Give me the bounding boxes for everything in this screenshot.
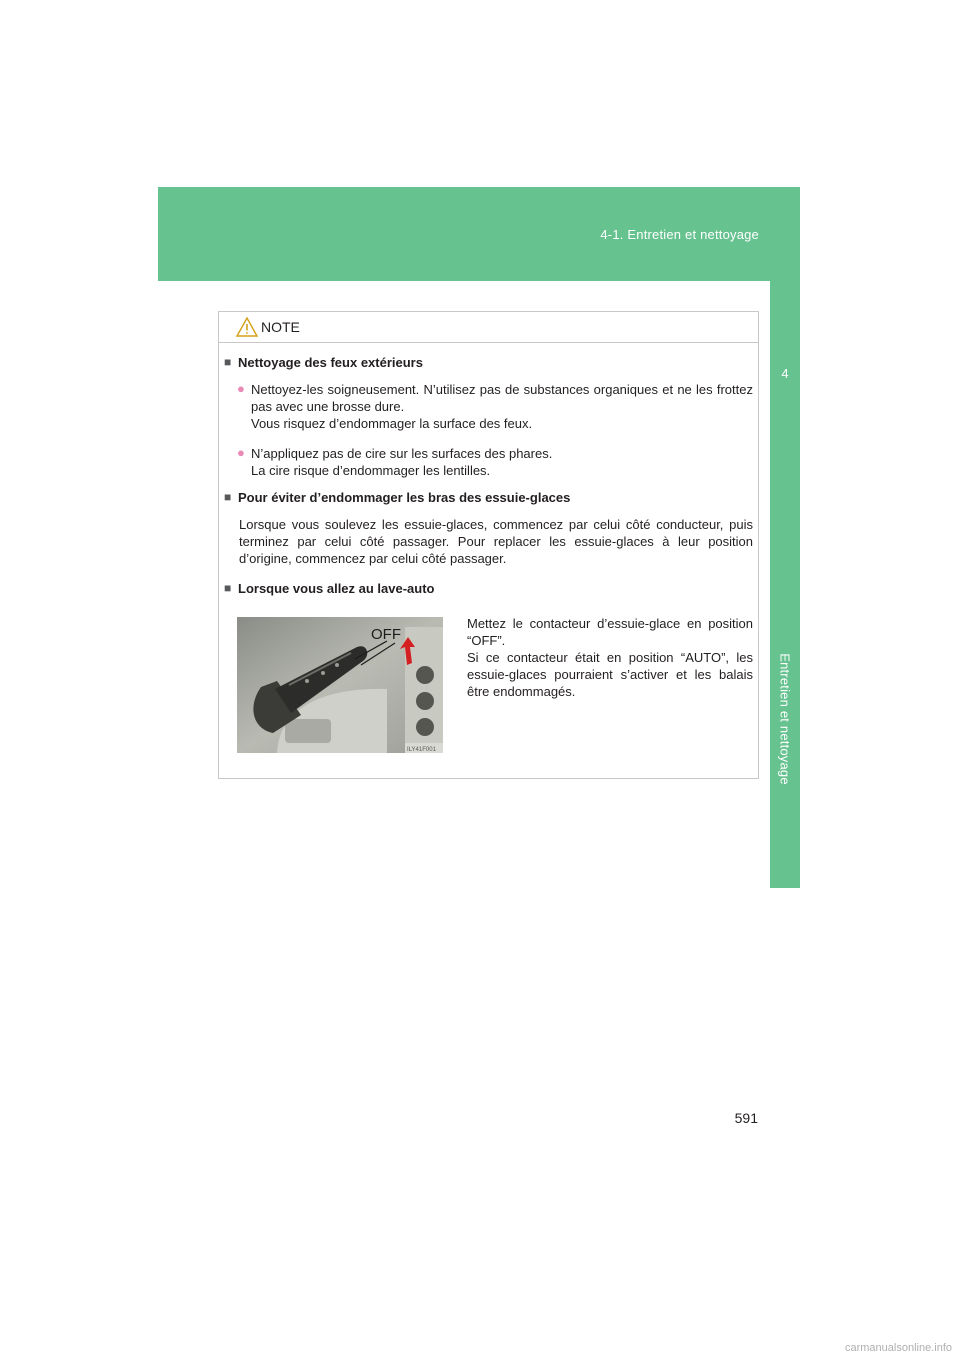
note-header <box>219 312 758 343</box>
chapter-tab <box>770 281 800 888</box>
note-title: NOTE <box>261 319 300 335</box>
section-paragraph: Lorsque vous soulevez les essuie-glaces, commencez par celui côté conducteur, puis terminez par celui côté passager. Pour replacer les essuie-glaces à leur position d’origine, commencez par celui côté passager. <box>239 517 753 566</box>
off-label: OFF <box>371 626 401 643</box>
page-number: 591 <box>734 1110 758 1126</box>
note-box <box>218 311 759 779</box>
square-icon: ■ <box>224 581 232 595</box>
section-heading: Lorsque vous allez au lave-auto <box>238 581 435 596</box>
chapter-title: Entretien et nettoyage <box>777 653 793 785</box>
figure-caption: Mettez le contacteur d’essuie-glace en position “OFF”. Si ce contacteur était en position “AUTO”, les essuie-glaces pourraient s’activer et les balais être endommagés. <box>467 616 753 699</box>
warning-triangle-icon <box>236 317 258 337</box>
bullet-text: Nettoyez-les soigneusement. N’utilisez pas de substances organiques et ne les frottez pas avec une brosse dure. Vous risquez d’endommager la surface des feux. <box>251 382 753 431</box>
square-icon: ■ <box>224 490 232 504</box>
dot-icon: ● <box>237 381 245 396</box>
watermark[interactable]: carmanualsonline.info <box>844 1342 952 1354</box>
chapter-number: 4 <box>781 366 789 381</box>
dot-icon: ● <box>237 445 245 460</box>
section-heading: Pour éviter d’endommager les bras des essuie-glaces <box>238 490 571 505</box>
square-icon: ■ <box>224 355 232 369</box>
section-heading: Nettoyage des feux extérieurs <box>238 355 423 370</box>
wiper-switch-photo <box>237 617 443 753</box>
bullet-text: N’appliquez pas de cire sur les surfaces des phares. La cire risque d’endommager les lentilles. <box>251 446 553 478</box>
section-title: 4-1. Entretien et nettoyage <box>600 227 759 242</box>
header-band <box>158 187 800 281</box>
figure-code: ILY41F001 <box>407 747 436 753</box>
